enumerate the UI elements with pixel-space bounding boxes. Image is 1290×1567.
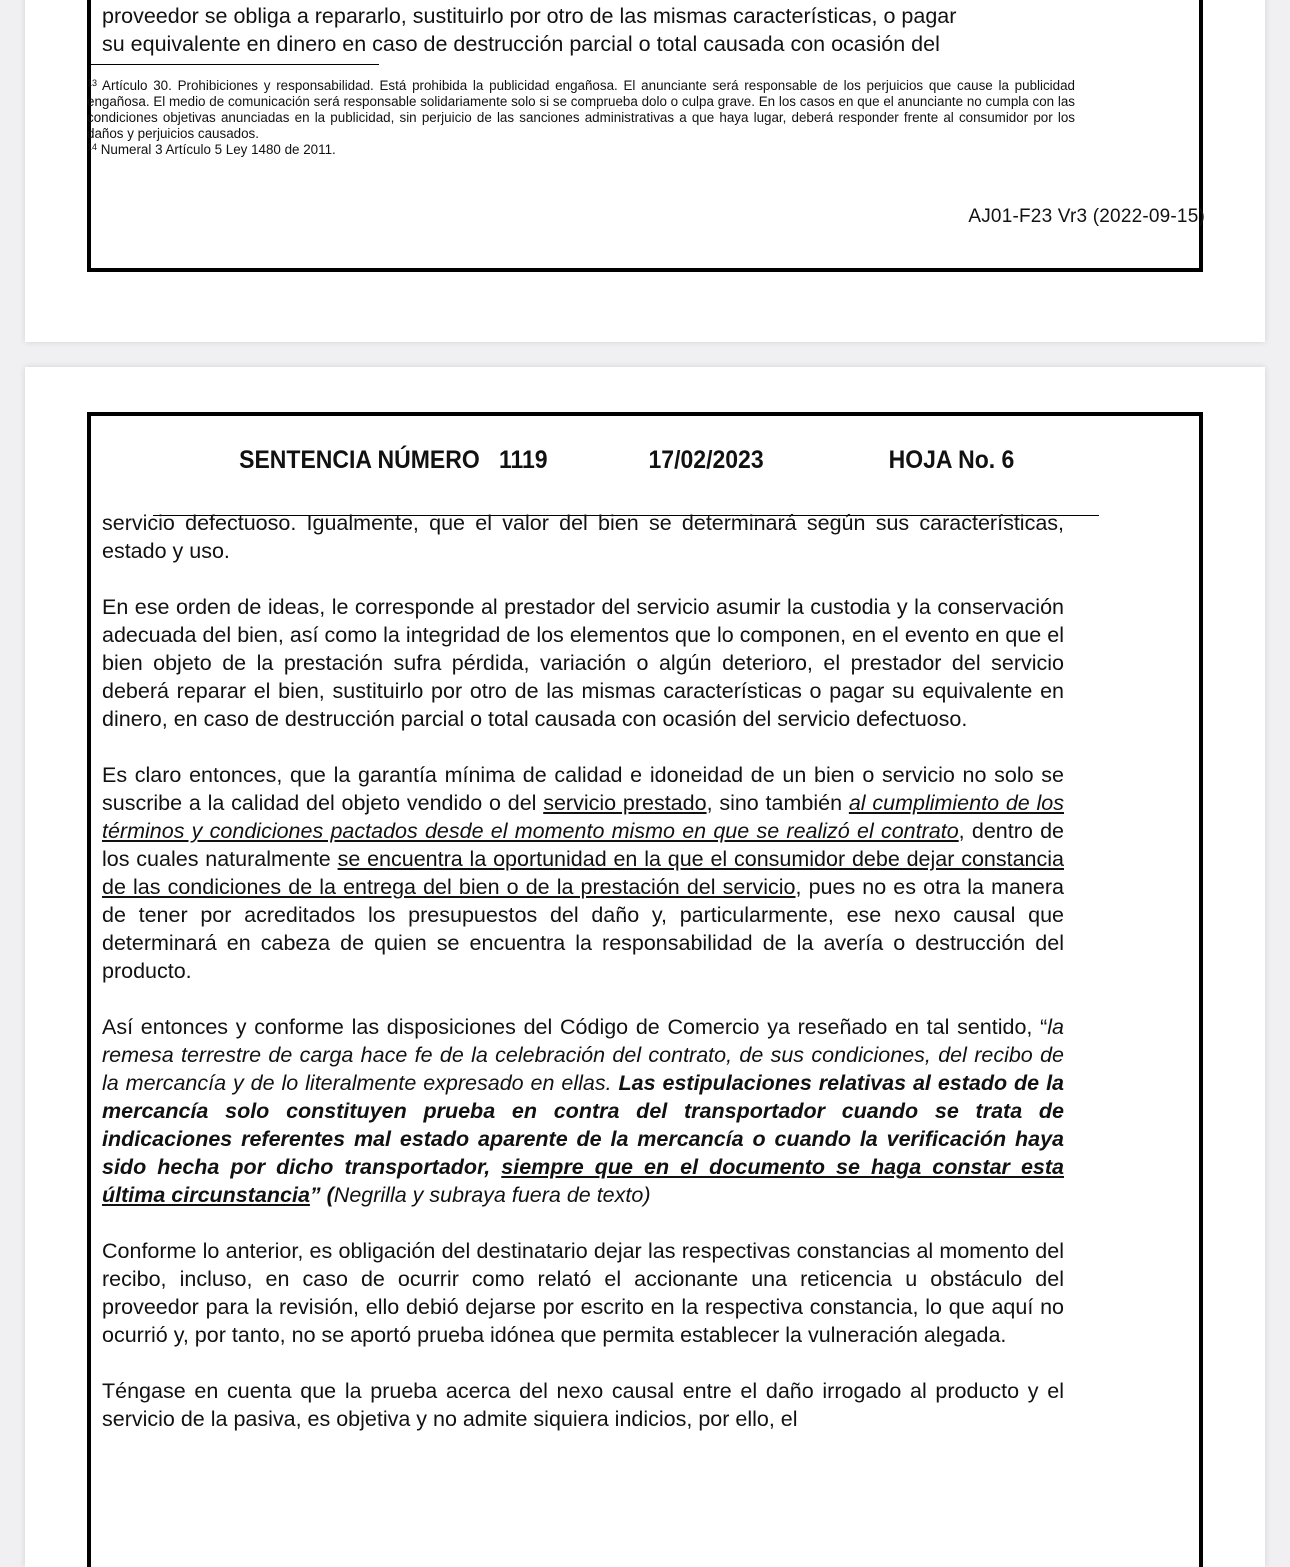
sheet-number: HOJA No. 6 (888, 446, 1015, 474)
quoted-italic-text: la remesa terrestre de carga hace fe de la celebración del contrato, de sus condiciones, del recibo de la mercancía y de lo literalmente expresado en ellas. (102, 1015, 1064, 1095)
footnote-separator (87, 64, 379, 65)
page-body-text (102, 509, 1064, 1461)
underlined-text: se encuentra la oportunidad en la que el consumidor debe dejar constancia de las condiciones de la entrega del bien o de la prestación del servicio (102, 847, 1065, 899)
text-run: , sino también (706, 791, 849, 815)
underlined-text: servicio prestado (543, 791, 707, 815)
paragraph-1: servicio defectuoso. Igualmente, que el valor del bien se determinará según sus características, estado y uso. (102, 511, 1064, 563)
footnote-text: Artículo 30. Prohibiciones y responsabilidad. Está prohibida la publicidad engañosa. El anunciante será responsable de los perjuicios que cause la publicidad engañosa. El medio de comunicación será responsable solidariamente solo si se comprueba dolo o culpa grave. En los casos en que el anunciante no cumpla con las condiciones objetivas anunciadas en la publicidad, sin perjuicio de las sanciones administrativas a que haya lugar, deberá responder frente al consumidor por los daños y perjuicios causados. (87, 78, 1075, 141)
text-run: Es claro entonces, que la garantía mínima de calidad e idoneidad de un bien o servicio no solo se suscribe a la calidad del objeto vendido o del (102, 763, 1064, 815)
footnote-marker: 14 (87, 142, 98, 152)
paragraph-6: Téngase en cuenta que la prueba acerca del nexo causal entre el daño irrogado al producto y el servicio de la pasiva, es objetiva y no admite siquiera indicios, por ello, el (102, 1379, 1064, 1431)
text-run: , pues no es otra la manera de tener por acreditados los presupuestos del daño y, particularmente, ese nexo causal que determinará en cabeza de quien se encuentra la responsabilidad de la avería o destrucción del producto. (102, 875, 1064, 983)
document-code: AJ01-F23 Vr3 (2022-09-15) (968, 206, 1205, 227)
footnote-14 (87, 142, 1075, 158)
footnotes (87, 78, 1075, 158)
document-page-5 (25, 0, 1265, 342)
sentence-number: 1119 (498, 446, 548, 474)
footnote-marker: 13 (87, 78, 98, 88)
sentence-date: 17/02/2023 (648, 446, 764, 474)
sentence-number-label (239, 446, 547, 475)
paragraph-4 (102, 1013, 1064, 1209)
paragraph-3 (102, 761, 1064, 985)
emphasis-note: Negrilla y subraya fuera de texto) (333, 1183, 651, 1207)
footnote-13 (87, 78, 1075, 142)
quoted-bold-underlined-text: siempre que en el documento se haga constar esta última circunstancia (102, 1155, 1064, 1207)
body-line: proveedor se obliga a repararlo, sustituirlo por otro de las mismas características, o pagar (102, 4, 957, 28)
document-page-6 (25, 367, 1265, 1567)
body-line: su equivalente en dinero en caso de destrucción parcial o total causada con ocasión del (102, 32, 940, 56)
page-body-text (102, 2, 1064, 58)
paragraph-5: Conforme lo anterior, es obligación del destinatario dejar las respectivas constancias al momento del recibo, incluso, en caso de ocurrir como relató el accionante una reticencia u obstáculo del proveedor para la revisión, ello debió dejarse por escrito en la respectiva constancia, lo que aquí no ocurrió y, por tanto, no se aportó prueba idónea que permita establecer la vulneración alegada. (102, 1239, 1064, 1347)
header-title: SENTENCIA NÚMERO (239, 446, 480, 474)
quoted-bold-italic-text: Las estipulaciones relativas al estado de la mercancía solo constituyen prueba en contra del transportador cuando se trata de indicaciones referentes mal estado aparente de la mercancía o cuando la verificación haya sido hecha por dicho transportador, (102, 1071, 1064, 1179)
paragraph-2: En ese orden de ideas, le corresponde al prestador del servicio asumir la custodia y la conservación adecuada del bien, así como la integridad de los elementos que lo componen, en el evento en que el bien objeto de la prestación sufra pérdida, variación o algún deterioro, el prestador del servicio deberá reparar el bien, sustituirlo por otro de las mismas características o pagar su equivalente en dinero, en caso de destrucción parcial o total causada con ocasión del servicio defectuoso. (102, 595, 1064, 731)
text-run: Así entonces y conforme las disposiciones del Código de Comercio ya reseñado en tal sentido, “ (102, 1015, 1048, 1039)
footnote-text: Numeral 3 Artículo 5 Ley 1480 de 2011. (100, 142, 336, 157)
underlined-italic-text: al cumplimiento de los términos y condiciones pactados desde el momento mismo en que se realizó el contrato (102, 791, 1065, 843)
page-header (91, 446, 1110, 480)
text-run: , dentro de los cuales naturalmente (102, 819, 1065, 871)
closing-quote: ” ( (309, 1183, 334, 1207)
